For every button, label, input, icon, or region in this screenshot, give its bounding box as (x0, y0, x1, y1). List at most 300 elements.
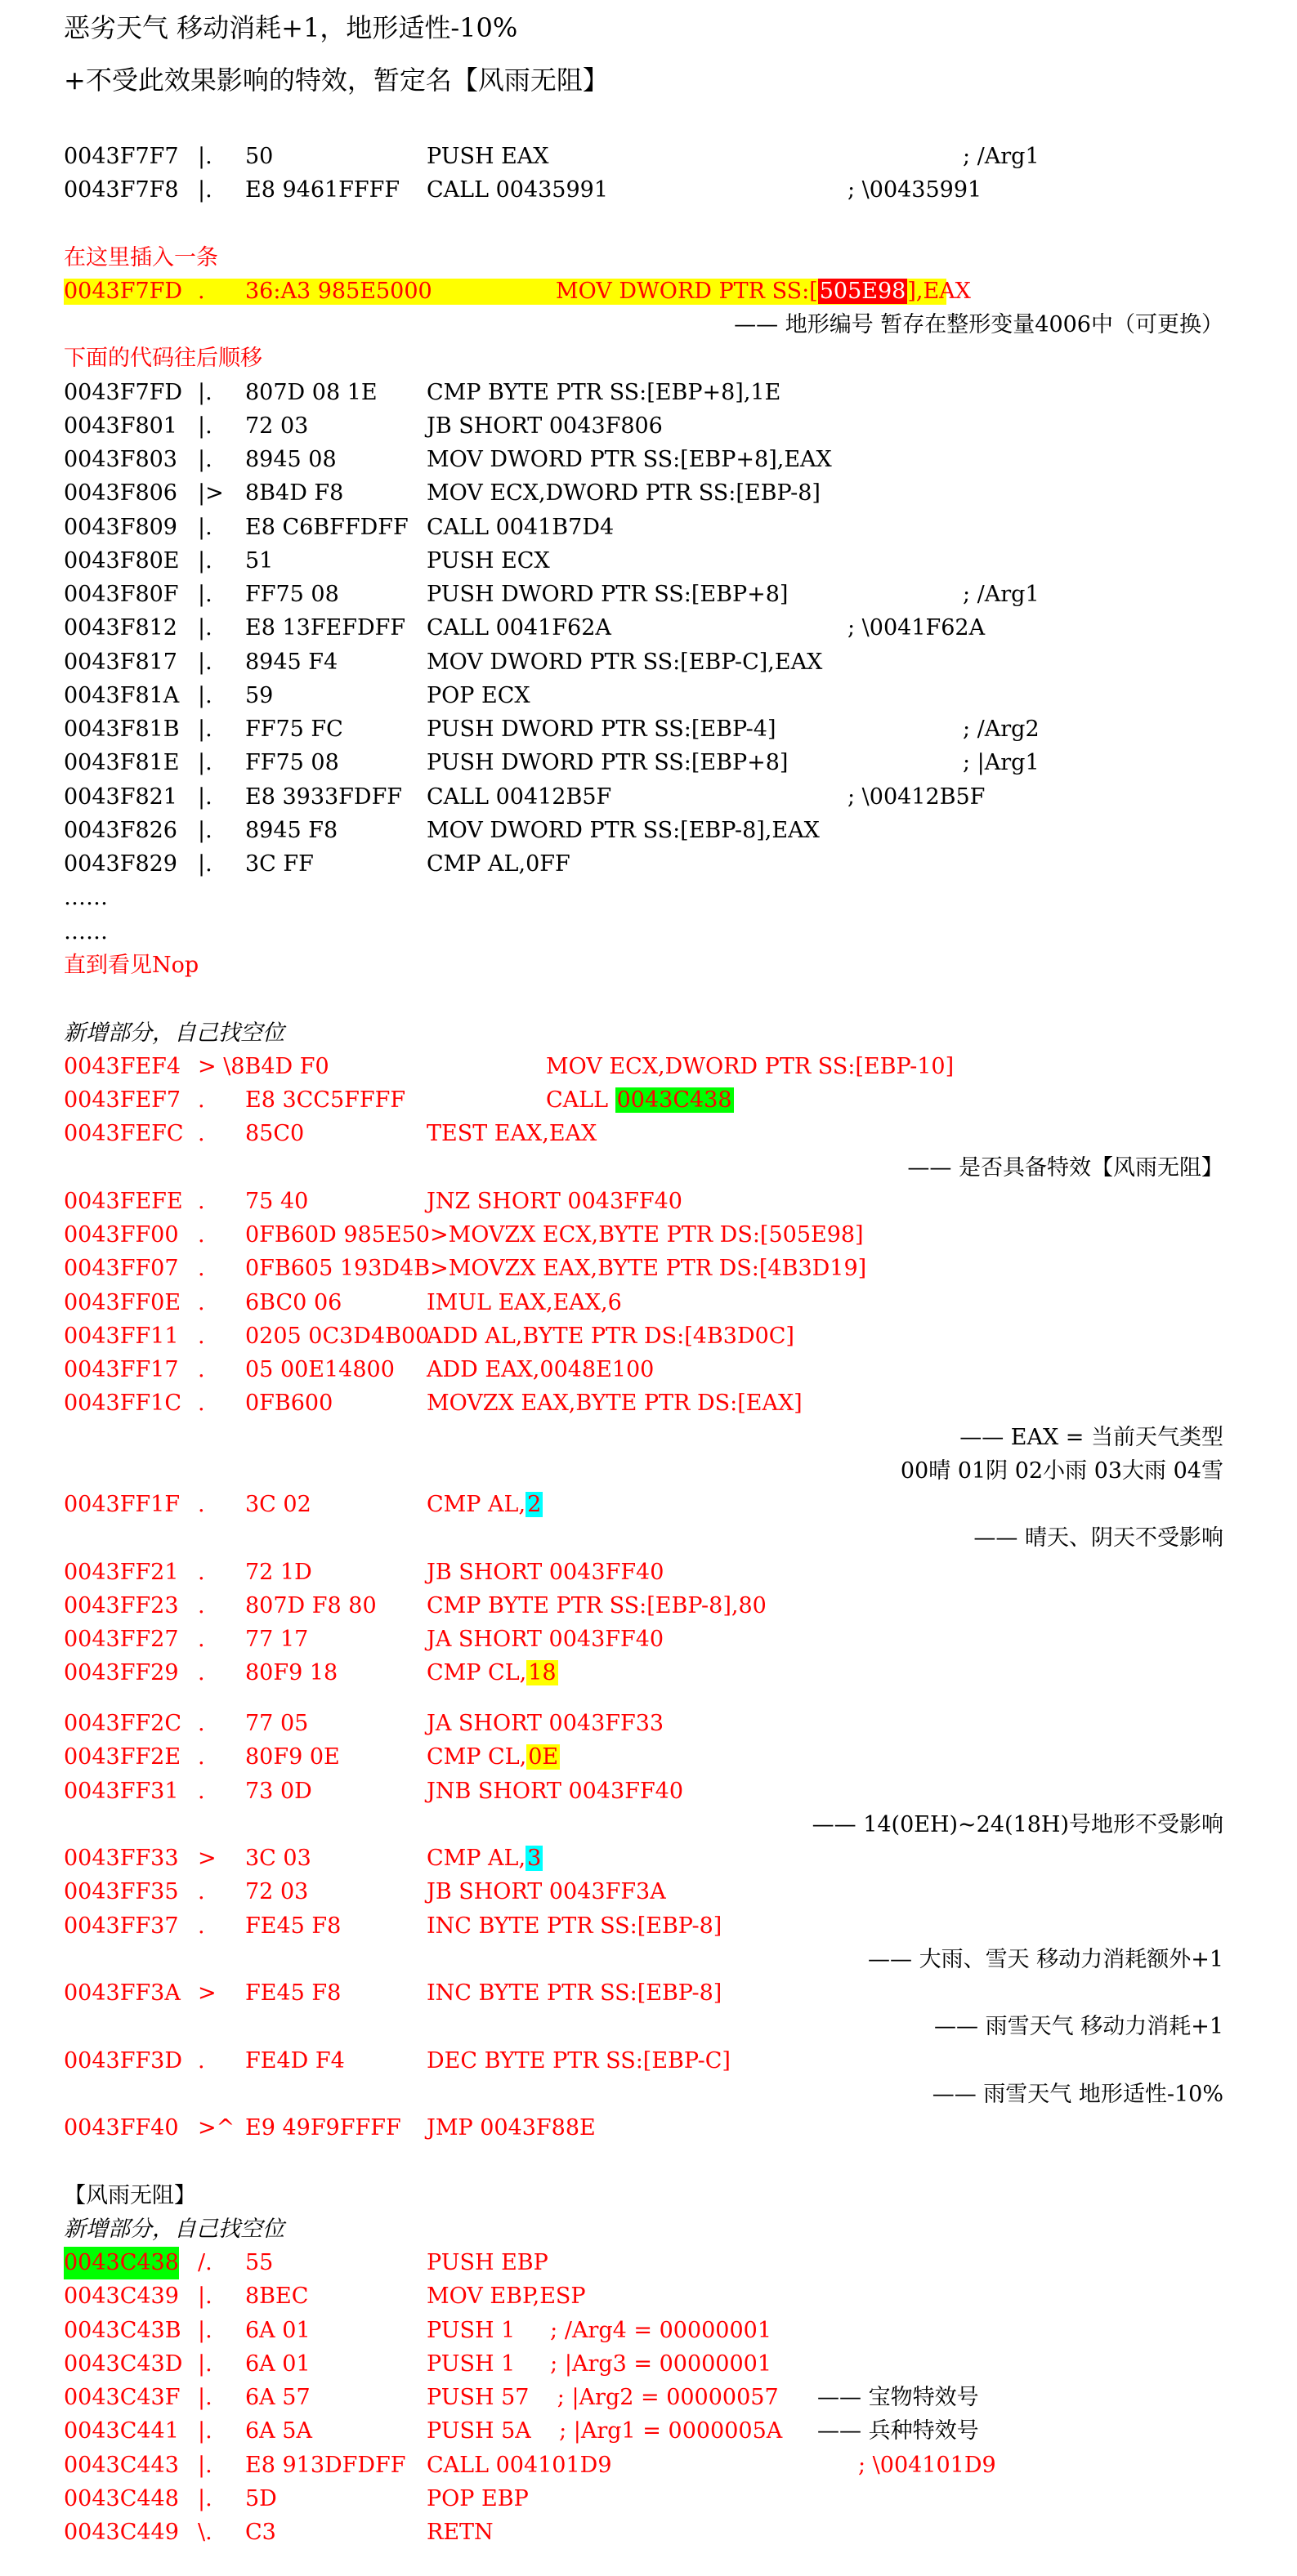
code-line (0, 1320, 1297, 1353)
address: 0043FF1C (64, 1391, 182, 1416)
comment: ; \00435991 (848, 177, 982, 203)
code-line (0, 1219, 1297, 1252)
annotation-line (0, 2011, 1297, 2043)
instruction: POP ECX (427, 683, 530, 708)
code-line (0, 477, 1297, 510)
flow-marker: |> (198, 480, 224, 506)
hex-bytes: 72 1D (245, 1560, 312, 1585)
text-line (0, 342, 1297, 375)
hex-bytes: FF75 FC (245, 717, 343, 742)
hex-bytes: 8B4D F8 (245, 480, 344, 506)
code-line (0, 511, 1297, 544)
text-line (0, 882, 1297, 914)
flow-marker: |. (198, 851, 212, 877)
hex-bytes: 3C 03 (245, 1846, 311, 1871)
annotation-text: —— 晴天、阴天不受影响 (973, 1525, 1223, 1551)
address: 0043FF17 (64, 1357, 179, 1382)
flow-marker: |. (198, 2453, 212, 2478)
address: 0043F80F (64, 582, 179, 607)
hex-bytes: FF75 08 (245, 582, 339, 607)
address: 0043FF37 (64, 1913, 179, 1939)
annotation-text: 00晴 01阴 02小雨 03大雨 04雪 (900, 1458, 1223, 1484)
address: 0043FF07 (64, 1256, 179, 1281)
code-line (0, 2045, 1297, 2078)
hex-bytes: E8 3CC5FFFF (245, 1087, 406, 1113)
address: 0043C43F (64, 2385, 181, 2410)
flow-marker: . (198, 1222, 205, 1248)
flow-marker: . (198, 1391, 205, 1416)
address: 0043F826 (64, 818, 177, 843)
instruction: JB SHORT 0043F806 (427, 413, 663, 439)
flow-marker: \. (198, 2520, 212, 2545)
instruction: PUSH EAX (427, 144, 549, 169)
address: 0043FF27 (64, 1627, 179, 1652)
hex-bytes: E8 13FEFDFF (245, 615, 406, 641)
hex-bytes: 6A 01 (245, 2318, 311, 2343)
code-line (0, 1623, 1297, 1656)
code-line (0, 1185, 1297, 1218)
instruction: MOV DWORD PTR SS:[EBP+8],EAX (427, 447, 832, 472)
flow-marker: . (198, 1913, 205, 1939)
flow-marker: |. (198, 615, 212, 641)
code-line (0, 1354, 1297, 1386)
instruction: MOV ECX,DWORD PTR SS:[EBP-8] (427, 480, 821, 506)
text-line (0, 949, 1297, 982)
flow-marker: |. (198, 2351, 212, 2377)
annotation-line (0, 2078, 1297, 2111)
hex-bytes: E9 49F9FFFF (245, 2115, 401, 2141)
instruction (427, 1657, 558, 1690)
address: 0043F801 (64, 413, 177, 439)
instruction: TEST EAX,EAX (427, 1121, 597, 1146)
hex-bytes: 8945 F4 (245, 650, 338, 675)
instruction: PUSH 1 ; |Arg3 = 00000001 (427, 2351, 772, 2377)
address: 0043FF3D (64, 2048, 183, 2074)
flow-marker: . (198, 1660, 205, 1685)
instruction: PUSH 57 ; |Arg2 = 00000057 (427, 2385, 779, 2410)
instruction: RETN (427, 2520, 494, 2545)
address: 0043FF21 (64, 1560, 179, 1585)
flow-marker: > (198, 1846, 217, 1871)
code-line (0, 1842, 1297, 1875)
text-line (0, 242, 1297, 275)
code-line (0, 141, 1297, 173)
hex-bytes: 72 03 (245, 1879, 309, 1904)
code-line (0, 2315, 1297, 2347)
line-text: 【风雨无阻】 (64, 2183, 196, 2208)
hex-bytes: C3 (245, 2520, 276, 2545)
instruction-part: ],EAX (907, 279, 971, 304)
annotation-line (0, 309, 1297, 342)
annotation-text: —— 地形编号 暂存在整形变量4006中（可更换） (734, 312, 1223, 337)
flow-marker: |. (198, 447, 212, 472)
hex-bytes: 77 05 (245, 1711, 309, 1736)
hex-bytes: 50 (245, 144, 274, 169)
hex-bytes: 77 17 (245, 1627, 309, 1652)
instruction: JB SHORT 0043FF3A (427, 1879, 666, 1904)
annotation-line (0, 1944, 1297, 1976)
comment: —— 兵种特效号 (817, 2418, 979, 2444)
instruction: PUSH DWORD PTR SS:[EBP+8] (427, 750, 789, 775)
flow-marker: |. (198, 548, 212, 574)
flow-marker: . (198, 1627, 205, 1652)
annotation-line (0, 1522, 1297, 1555)
hex-bytes: 72 03 (245, 413, 309, 439)
instruction: DEC BYTE PTR SS:[EBP-C] (427, 2048, 731, 2074)
code-line (0, 377, 1297, 409)
line-text: …… (64, 919, 108, 944)
code-line (0, 646, 1297, 679)
address: 0043C443 (64, 2453, 179, 2478)
instruction: IMUL EAX,EAX,6 (427, 1290, 622, 1315)
address: 0043FF11 (64, 1324, 179, 1349)
instruction-part: CMP AL, (427, 1492, 526, 1517)
flow-marker: > \8B4D F0 (198, 1054, 329, 1079)
instruction: CMP BYTE PTR SS:[EBP+8],1E (427, 380, 781, 405)
address: 0043C439 (64, 2284, 179, 2309)
flow-marker: |. (198, 683, 212, 708)
instruction: CALL 004101D9 (427, 2453, 612, 2478)
code-line (0, 578, 1297, 611)
code-line (0, 2280, 1297, 2313)
hex-bytes: FE45 F8 (245, 1913, 342, 1939)
hex-bytes: 85C0 (245, 1121, 305, 1146)
title-text-1: 恶劣天气 移动消耗+1，地形适性-10% (64, 12, 518, 43)
address: 0043F809 (64, 515, 177, 540)
code-line (0, 1051, 1297, 1083)
highlighted-operand: 0043C438 (616, 1087, 732, 1113)
flow-marker: /. (198, 2250, 212, 2275)
address: 0043FF40 (64, 2115, 179, 2141)
code-line (0, 2112, 1297, 2145)
instruction: ADD EAX,0048E100 (427, 1357, 655, 1382)
text-line (0, 1017, 1297, 1050)
flow-marker: . (198, 1744, 205, 1770)
flow-marker: |. (198, 2486, 212, 2511)
address: 0043FF00 (64, 1222, 179, 1248)
code-line (0, 1876, 1297, 1909)
flow-marker: . (198, 2048, 205, 2074)
code-line (0, 1252, 1297, 1285)
code-line (0, 1387, 1297, 1420)
flow-marker: |. (198, 2385, 212, 2410)
annotation-line (0, 1152, 1297, 1185)
address: 0043FF2C (64, 1711, 182, 1736)
address: 0043C438 (64, 2247, 179, 2279)
instruction: MOV ECX,DWORD PTR SS:[EBP-10] (546, 1054, 955, 1079)
flow-marker: >^ (198, 2115, 235, 2141)
instruction: PUSH EBP (427, 2250, 548, 2275)
instruction: CALL 0041B7D4 (427, 515, 615, 540)
instruction: PUSH 5A ; |Arg1 = 0000005A (427, 2418, 783, 2444)
hex-bytes: 3C FF (245, 851, 314, 877)
hex-bytes: 80F9 0E (245, 1744, 340, 1770)
line-text: …… (64, 885, 108, 910)
title-line-2 (0, 64, 1297, 96)
code-line (0, 1657, 1297, 1690)
address: 0043C449 (64, 2520, 179, 2545)
instruction (556, 275, 971, 308)
code-line (0, 2449, 1297, 2482)
code-line (0, 1084, 1297, 1117)
annotation-line (0, 1809, 1297, 1842)
code-line (0, 174, 1297, 207)
address: 0043C43D (64, 2351, 183, 2377)
instruction: INC BYTE PTR SS:[EBP-8] (427, 1980, 722, 2006)
code-line (0, 713, 1297, 746)
hex-bytes: E8 C6BFFDFF (245, 515, 409, 540)
address: 0043FEFC (64, 1121, 184, 1146)
flow-marker: |. (198, 380, 212, 405)
address: 0043F7F8 (64, 177, 179, 203)
instruction: JA SHORT 0043FF40 (427, 1627, 664, 1652)
instruction: PUSH ECX (427, 548, 550, 574)
comment: ; /Arg1 (963, 582, 1040, 607)
flow-marker: |. (198, 818, 212, 843)
flow-marker: |. (198, 2318, 212, 2343)
code-line (0, 1489, 1297, 1521)
annotation-text: —— 大雨、雪天 移动力消耗额外+1 (868, 1947, 1223, 1972)
title-text-2: +不受此效果影响的特效，暂定名【风雨无阻】 (64, 65, 609, 96)
address: 0043F81A (64, 683, 180, 708)
code-line (0, 2483, 1297, 2516)
address: 0043F81B (64, 717, 180, 742)
comment: —— 宝物特效号 (817, 2385, 979, 2410)
flow-marker: . (198, 1121, 205, 1146)
hex-bytes: 05 00E14800 (245, 1357, 395, 1382)
code-line (0, 2382, 1297, 2414)
flow-marker: . (198, 1560, 205, 1585)
code-line (0, 1118, 1297, 1150)
address: 0043F7F7 (64, 144, 179, 169)
flow-marker: |. (198, 144, 212, 169)
annotation-text: —— 是否具备特效【风雨无阻】 (907, 1155, 1223, 1181)
address: 0043F829 (64, 851, 177, 877)
hex-bytes: 73 0D (245, 1779, 312, 1804)
flow-marker: . (198, 279, 205, 304)
instruction (546, 1084, 734, 1117)
code-line (0, 747, 1297, 779)
flow-marker: |. (198, 2284, 212, 2309)
comment: ; /Arg1 (963, 144, 1040, 169)
instruction: MOV EBP,ESP (427, 2284, 586, 2309)
address: 0043F817 (64, 650, 177, 675)
hex-bytes: 51 (245, 548, 274, 574)
instruction-part: CALL (546, 1087, 615, 1113)
code-line (0, 275, 1297, 308)
hex-bytes: FE4D F4 (245, 2048, 345, 2074)
address: 0043FF2E (64, 1744, 181, 1770)
address: 0043FF33 (64, 1846, 179, 1871)
hex-bytes: 59 (245, 683, 274, 708)
hex-bytes: 8BEC (245, 2284, 309, 2309)
code-line (0, 444, 1297, 476)
address: 0043C43B (64, 2318, 181, 2343)
flow-marker: . (198, 1324, 205, 1349)
code-line (0, 612, 1297, 645)
hex-bytes: E8 3933FDFF (245, 784, 403, 810)
code-line (0, 2247, 1297, 2279)
hex-bytes: 3C 02 (245, 1492, 311, 1517)
address: 0043FF35 (64, 1879, 179, 1904)
instruction: ADD AL,BYTE PTR DS:[4B3D0C] (427, 1324, 794, 1349)
hex-bytes: 75 40 (245, 1189, 309, 1214)
flow-marker: . (198, 1087, 205, 1113)
instruction (427, 1842, 543, 1875)
annotation-line (0, 1422, 1297, 1454)
flow-marker: |. (198, 177, 212, 203)
code-line (0, 1287, 1297, 1319)
code-line (0, 781, 1297, 814)
annotation-text: —— 雨雪天气 地形适性-10% (932, 2082, 1223, 2107)
hex-bytes: 0FB600 (245, 1391, 333, 1416)
line-text: 直到看见Nop (64, 953, 199, 978)
flow-marker: . (198, 1593, 205, 1618)
address: 0043FF0E (64, 1290, 181, 1315)
instruction: JNZ SHORT 0043FF40 (427, 1189, 682, 1214)
comment: ; \0041F62A (848, 615, 986, 641)
address: 0043FF23 (64, 1593, 179, 1618)
instruction: POP EBP (427, 2486, 529, 2511)
code-line (0, 410, 1297, 443)
flow-marker: |. (198, 650, 212, 675)
flow-marker: |. (198, 515, 212, 540)
hex-bytes: 6A 01 (245, 2351, 311, 2377)
flow-marker: |. (198, 784, 212, 810)
highlighted-operand: 0E (528, 1744, 559, 1770)
flow-marker: |. (198, 582, 212, 607)
address: 0043F7FD (64, 279, 183, 304)
instruction: JMP 0043F88E (427, 2115, 596, 2141)
highlighted-operand: 505E98 (819, 279, 906, 304)
comment: ; /Arg2 (963, 717, 1040, 742)
hex-bytes: 0205 0C3D4B00 (245, 1324, 430, 1349)
code-line (0, 1775, 1297, 1808)
address: 0043F821 (64, 784, 177, 810)
code-line (0, 848, 1297, 881)
code-line (0, 680, 1297, 712)
annotation-text: —— 14(0EH)~24(18H)号地形不受影响 (812, 1812, 1223, 1837)
code-line (0, 1590, 1297, 1623)
address: 0043FEF4 (64, 1054, 181, 1079)
hex-bytes: FE45 F8 (245, 1980, 342, 2006)
address: 0043F803 (64, 447, 177, 472)
hex-bytes: 6A 57 (245, 2385, 311, 2410)
code-line (0, 1556, 1297, 1589)
hex-bytes: 6BC0 06 (245, 1290, 342, 1315)
flow-marker: . (198, 1492, 205, 1517)
flow-marker: |. (198, 413, 212, 439)
address: 0043FEF7 (64, 1087, 181, 1113)
annotation-text: —— 雨雪天气 移动力消耗+1 (934, 2014, 1223, 2039)
code-line (0, 1741, 1297, 1774)
hex-bytes: 55 (245, 2250, 274, 2275)
hex-bytes: E8 9461FFFF (245, 177, 400, 203)
instruction: CALL 00435991 (427, 177, 609, 203)
flow-marker: |. (198, 750, 212, 775)
code-line (0, 545, 1297, 578)
flow-marker: |. (198, 2418, 212, 2444)
instruction: JNB SHORT 0043FF40 (427, 1779, 684, 1804)
flow-marker: . (198, 1357, 205, 1382)
instruction: INC BYTE PTR SS:[EBP-8] (427, 1913, 722, 1939)
hex-bytes: E8 913DFDFF (245, 2453, 406, 2478)
text-line (0, 2180, 1297, 2212)
instruction-part: MOV DWORD PTR SS:[ (556, 279, 818, 304)
hex-bytes: 0FB605 193D4B>MOVZX EAX,BYTE PTR DS:[4B3D19] (245, 1256, 867, 1281)
code-line (0, 1977, 1297, 2010)
instruction: MOV DWORD PTR SS:[EBP-8],EAX (427, 818, 820, 843)
flow-marker: . (198, 1879, 205, 1904)
hex-bytes: 6A 5A (245, 2418, 312, 2444)
annotation-line (0, 1455, 1297, 1488)
instruction-part: CMP CL, (427, 1660, 527, 1685)
code-line (0, 1708, 1297, 1740)
line-text: 新增部分，自己找空位 (64, 2217, 284, 2242)
highlighted-operand: 2 (527, 1492, 542, 1517)
hex-bytes: 80F9 18 (245, 1660, 338, 1685)
instruction: CMP BYTE PTR SS:[EBP-8],80 (427, 1593, 767, 1618)
line-text: 下面的代码往后顺移 (64, 346, 262, 371)
instruction: CMP AL,0FF (427, 851, 570, 877)
flow-marker: |. (198, 717, 212, 742)
address: 0043FEFE (64, 1189, 183, 1214)
instruction: PUSH 1 ; /Arg4 = 00000001 (427, 2318, 772, 2343)
address: 0043FF3A (64, 1980, 181, 2006)
annotation-text: —— EAX = 当前天气类型 (959, 1425, 1223, 1450)
address: 0043FF1F (64, 1492, 181, 1517)
instruction: MOV DWORD PTR SS:[EBP-C],EAX (427, 650, 823, 675)
flow-marker: . (198, 1189, 205, 1214)
comment: ; \00412B5F (848, 784, 986, 810)
instruction-part: CMP CL, (427, 1744, 527, 1770)
address: 0043C448 (64, 2486, 179, 2511)
line-text: 在这里插入一条 (64, 245, 218, 270)
hex-bytes: 8945 08 (245, 447, 337, 472)
hex-bytes: FF75 08 (245, 750, 339, 775)
address: 0043C441 (64, 2418, 179, 2444)
comment: ; |Arg1 (963, 750, 1040, 775)
instruction: CALL 00412B5F (427, 784, 612, 810)
text-line (0, 916, 1297, 949)
address: 0043F80E (64, 548, 180, 574)
instruction (427, 1741, 560, 1774)
address: 0043F806 (64, 480, 177, 506)
instruction: CALL 0041F62A (427, 615, 611, 641)
hex-bytes: 807D F8 80 (245, 1593, 377, 1618)
comment: ; \004101D9 (858, 2453, 996, 2478)
flow-marker: . (198, 1290, 205, 1315)
hex-bytes: 0FB60D 985E50>MOVZX ECX,BYTE PTR DS:[505E98] (245, 1222, 864, 1248)
code-line (0, 2415, 1297, 2448)
address: 0043F7FD (64, 380, 183, 405)
flow-marker: . (198, 1711, 205, 1736)
instruction-part: CMP AL, (427, 1846, 526, 1871)
highlighted-operand: 18 (528, 1660, 557, 1685)
hex-bytes: 8945 F8 (245, 818, 338, 843)
highlighted-operand: 3 (527, 1846, 542, 1871)
code-line (0, 815, 1297, 847)
address: 0043FF29 (64, 1660, 179, 1685)
flow-marker: . (198, 1256, 205, 1281)
instruction: JA SHORT 0043FF33 (427, 1711, 664, 1736)
flow-marker: > (198, 1980, 217, 2006)
hex-bytes: 807D 08 1E (245, 380, 378, 405)
text-line (0, 2213, 1297, 2246)
line-text: 新增部分，自己找空位 (64, 1020, 284, 1046)
hex-bytes: 5D (245, 2486, 277, 2511)
instruction: JB SHORT 0043FF40 (427, 1560, 664, 1585)
